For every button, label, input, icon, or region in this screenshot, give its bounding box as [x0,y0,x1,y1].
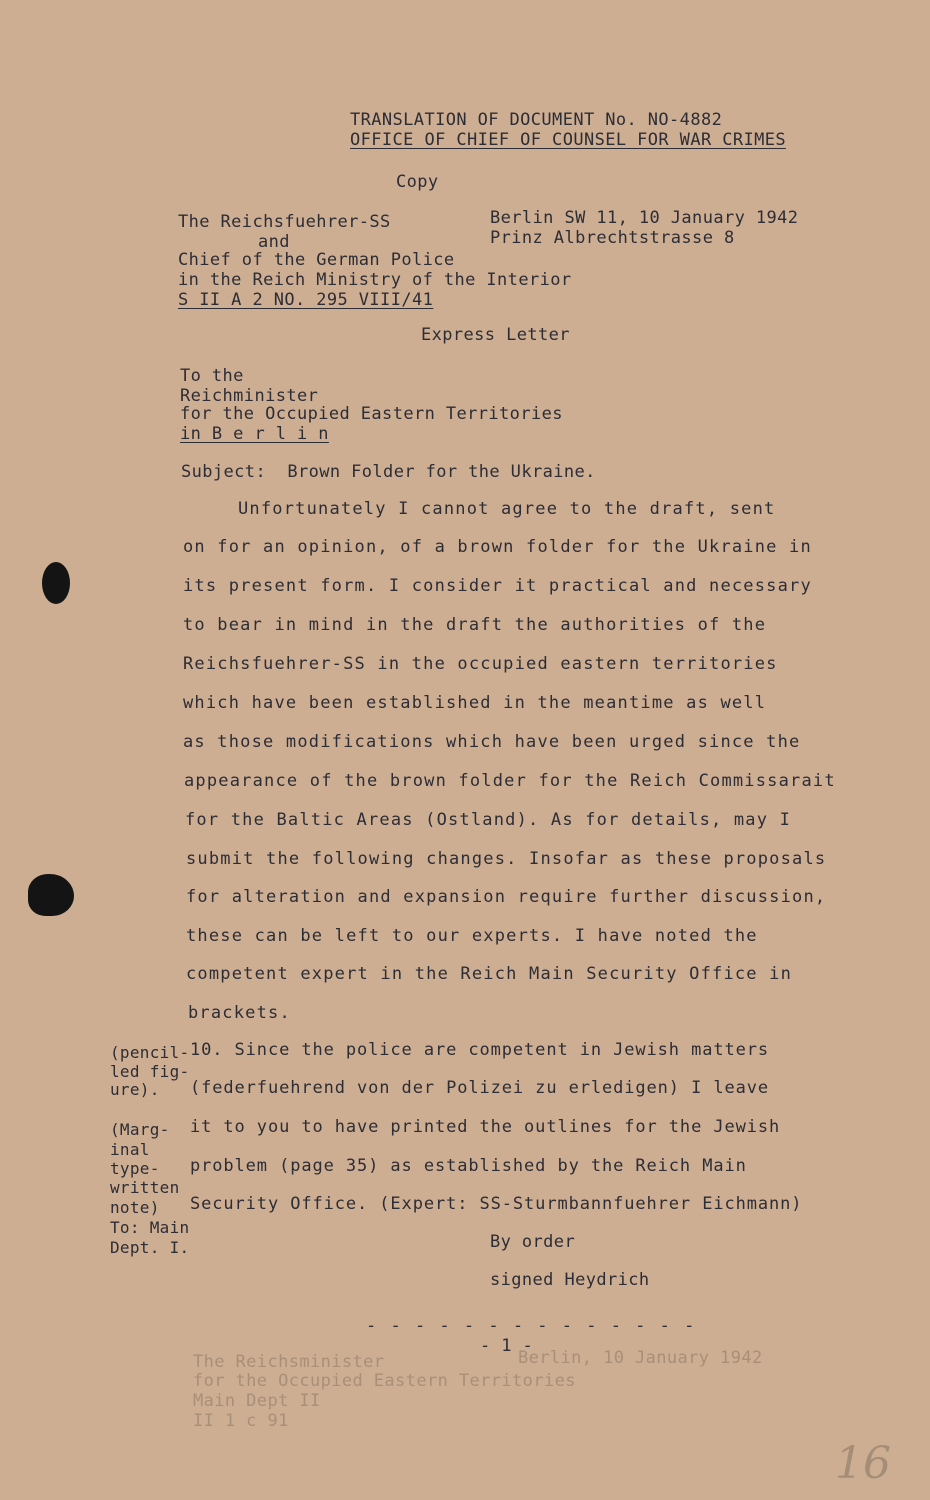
copy-label: Copy [396,172,439,192]
body-line: as those modifications which have been urged since the [183,732,801,752]
body-line: for alteration and expansion require further discussion, [186,887,827,907]
reference-number: S II A 2 NO. 295 VIII/41 [178,290,434,310]
bleed-through-line: The Reichsminister [193,1352,385,1372]
page-number: - 1 - [480,1336,534,1356]
closing-by-order: By order [490,1232,576,1252]
bleed-through-line: for the Occupied Eastern Territories [193,1371,576,1391]
para-10-line: (federfuehrend von der Polizei zu erledigen) I leave [190,1078,770,1098]
place-date: Berlin SW 11, 10 January 1942 [490,208,799,228]
signature-line: signed Heydrich [490,1270,650,1290]
body-line: which have been established in the meantime as well [183,693,767,713]
margin-note: note) [110,1198,160,1217]
punch-hole [28,874,74,916]
subject-line: Subject: Brown Folder for the Ukraine. [181,462,596,482]
pencil-page-mark: 16 [835,1438,891,1489]
body-line: to bear in mind in the draft the authorities of the [183,615,767,635]
margin-note: To: Main [110,1218,190,1237]
punch-hole [42,562,70,604]
margin-note: ure). [110,1080,160,1099]
body-line: brackets. [188,1003,291,1023]
body-line: these can be left to our experts. I have noted the [186,926,758,946]
para-10-line: 10. Since the police are competent in Jewish matters [190,1040,770,1060]
bleed-through-line: II 1 c 91 [193,1411,289,1431]
sender-line-4: in the Reich Ministry of the Interior [178,270,572,290]
body-line: for the Baltic Areas (Ostland). As for details, may I [185,810,792,830]
body-line: appearance of the brown folder for the Reich Commissarait [184,771,836,791]
body-line: its present form. I consider it practical and necessary [183,576,812,596]
recipient-line-3: for the Occupied Eastern Territories [180,404,563,424]
body-line: Reichsfuehrer-SS in the occupied eastern territories [183,654,778,674]
street-address: Prinz Albrechtstrasse 8 [490,228,735,248]
para-10-line: Security Office. (Expert: SS-Sturmbannfuehrer Eichmann) [190,1194,803,1214]
margin-note: led fig- [110,1062,190,1081]
recipient-line-2: Reichminister [180,386,319,406]
sender-line-1: The Reichsfuehrer-SS [178,212,391,232]
margin-note: inal [110,1140,150,1159]
margin-note: (pencil- [110,1043,190,1062]
letter-type: Express Letter [421,325,570,345]
translation-heading: TRANSLATION OF DOCUMENT No. NO-4882 [350,110,723,130]
margin-note: written [110,1178,180,1197]
recipient-line-4: in B e r l i n [180,424,329,444]
sender-line-3: Chief of the German Police [178,250,455,270]
para-10-line: problem (page 35) as established by the Reich Main [190,1156,747,1176]
margin-note: Dept. I. [110,1238,190,1257]
sender-line-2: and [258,232,290,252]
body-line: Unfortunately I cannot agree to the draft, sent [238,499,776,519]
body-line: submit the following changes. Insofar as these proposals [186,849,827,869]
margin-note: type- [110,1159,160,1178]
separator-dashes: - - - - - - - - - - - - - - [366,1316,697,1336]
recipient-line-1: To the [180,366,244,386]
para-10-line: it to you to have printed the outlines for the Jewish [190,1117,781,1137]
margin-note: (Marg- [110,1120,170,1139]
office-heading: OFFICE OF CHIEF OF COUNSEL FOR WAR CRIMES [350,130,787,150]
bleed-through-date: Berlin, 10 January 1942 [518,1348,763,1368]
body-line: competent expert in the Reich Main Security Office in [186,964,793,984]
body-line: on for an opinion, of a brown folder for the Ukraine in [183,537,812,557]
bleed-through-line: Main Dept II [193,1391,321,1411]
